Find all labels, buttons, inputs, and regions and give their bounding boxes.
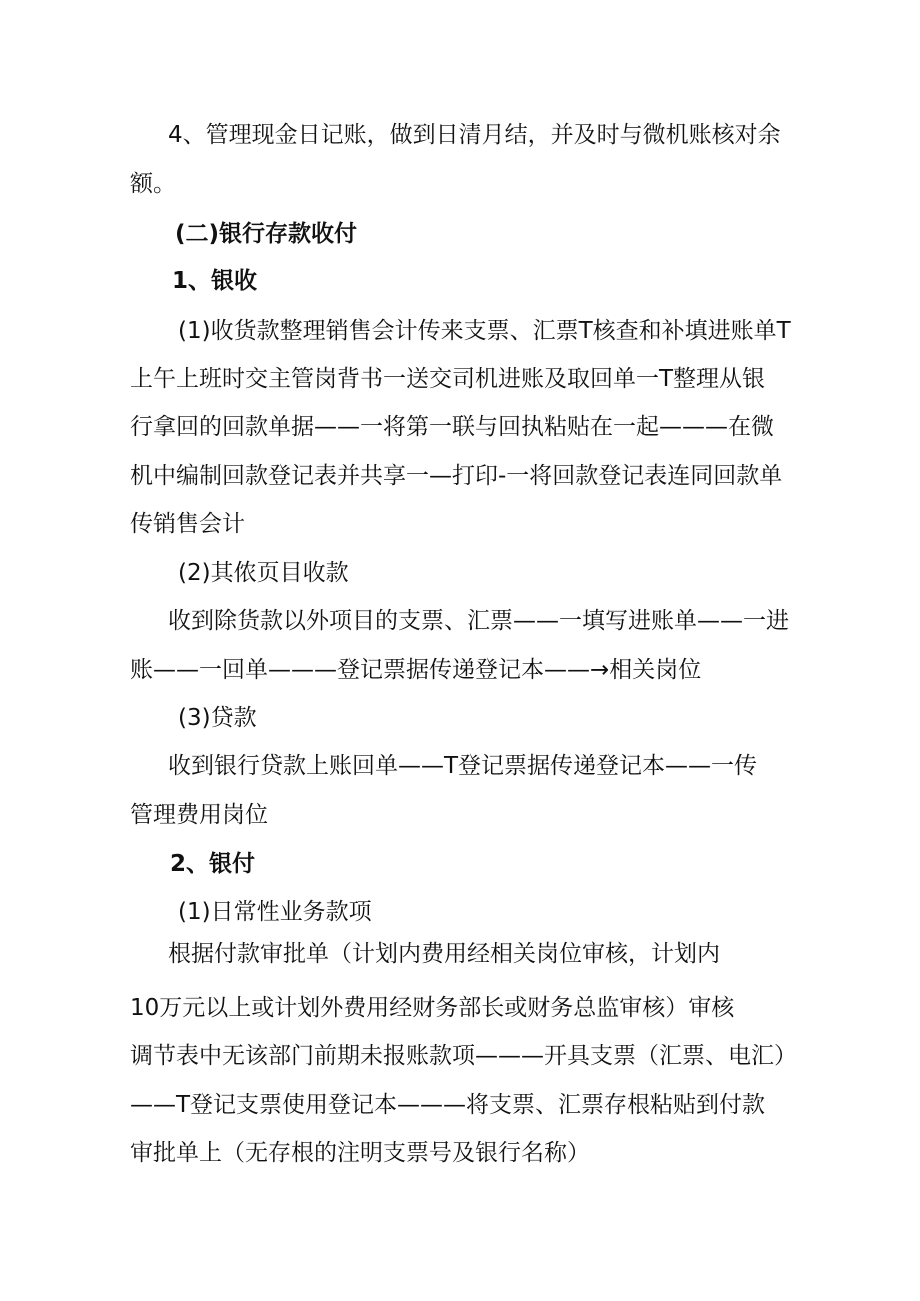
receipt-sub1-line-5: 传销售会计 [130, 511, 245, 537]
payment-sub1-line-4: ——T登记支票使用登记本———将支票、汇票存根粘贴到付款 [130, 1092, 766, 1118]
payment-sub1-line-3: 调节表中无该部门前期未报账款项———开具支票（汇票、电汇） [130, 1043, 797, 1069]
bank-payment-heading: 2、银付 [170, 851, 256, 877]
bank-receipt-heading: 1、银收 [172, 268, 258, 294]
item-4-line-1: 4、管理现金日记账，做到日清月结，并及时与微机账核对余 [168, 122, 781, 148]
receipt-sub1-line-3: 行拿回的回款单据——一将第一联与回执粘贴在一起———在微 [130, 414, 774, 440]
receipt-sub3-title: (3)贷款 [178, 705, 257, 731]
receipt-sub1-line-4: 机中编制回款登记表并共享一—打印-一将回款登记表连同回款单 [130, 463, 783, 489]
payment-sub1-line-1: 根据付款审批单（计划内费用经相关岗位审核，计划内 [168, 941, 720, 967]
receipt-sub2-title: (2)其侬页目收款 [178, 560, 349, 586]
payment-sub1-title: (1)日常性业务款项 [178, 899, 372, 925]
payment-sub1-line-2: 10万元以上或计划外费用经财务部长或财务总监审核）审核 [130, 995, 735, 1021]
item-4-line-2: 额。 [130, 171, 176, 197]
payment-sub1-line-5: 审批单上（无存根的注明支票号及银行名称） [130, 1140, 590, 1166]
receipt-sub2-line-1: 收到除货款以外项目的支票、汇票——一填写进账单——一进 [168, 608, 789, 634]
receipt-sub3-line-1: 收到银行贷款上账回单——T登记票据传递登记本——一传 [168, 753, 758, 779]
receipt-sub3-line-2: 管理费用岗位 [130, 802, 268, 828]
section-2-heading: (二)银行存款收付 [175, 221, 358, 247]
receipt-sub1-line-1: (1)收货款整理销售会计传来支票、汇票T核查和补填进账单T [178, 318, 791, 344]
receipt-sub1-line-2: 上午上班时交主管岗背书一送交司机进账及取回单一T整理从银 [130, 366, 766, 392]
receipt-sub2-line-2: 账——一回单———登记票据传递登记本——→相关岗位 [130, 657, 702, 683]
